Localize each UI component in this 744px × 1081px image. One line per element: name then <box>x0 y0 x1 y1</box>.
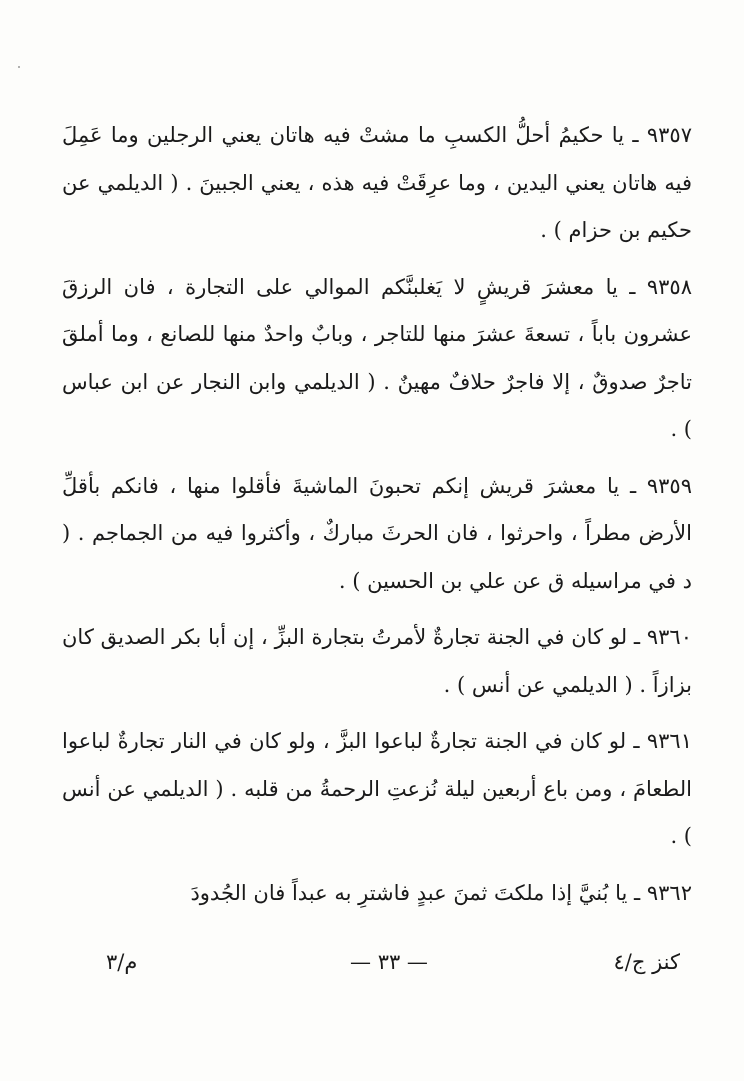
hadith-9360: ٩٣٦٠ ـ لو كان في الجنة تجارةٌ لأمرتُ بتجارة البزِّ ، إن أبا بكر الصديق كان بزازاً . ( الديلمي عن أنس ) . <box>62 625 692 697</box>
hadith-9361: ٩٣٦١ ـ لو كان في الجنة تجارةٌ لباعوا البزَّ ، ولو كان في النار تجارةٌ لباعوا الطعامَ ، ومن باع أربعين ليلة نُزعتِ الرحمةُ من قلبه . ( الديلمي عن أنس ) . <box>62 729 692 848</box>
page-number: — ٣٣ — <box>350 950 428 974</box>
volume-mark: كنز ج/٤ <box>613 950 680 974</box>
sheet-mark: م/٣ <box>106 950 138 974</box>
body-text <box>62 112 692 917</box>
hadith-9362: ٩٣٦٢ ـ يا بُنيَّ إذا ملكتَ ثمنَ عبدٍ فاشترِ به عبداً فان الجُدودَ <box>190 880 692 905</box>
hadith-9358: ٩٣٥٨ ـ يا معشرَ قريشٍ لا يَغلبنَّكم الموالي على التجارة ، فان الرزقَ عشرون باباً ، تسعةَ عشرَ منها للتاجر ، وبابٌ واحدٌ منها للصانع ، وما أملقَ تاجرٌ صدوقٌ ، إلا فاجرٌ حلافٌ مهينٌ . ( الديلمي وابن النجار عن ابن عباس ) . <box>62 274 692 441</box>
paper-speck <box>18 66 20 68</box>
page-footer <box>70 950 680 990</box>
hadith-9357: ٩٣٥٧ ـ يا حكيمُ أحلُّ الكسبِ ما مشتْ فيه هاتان يعني الرجلين وما عَمِلَ فيه هاتان يعني اليدين ، وما عرِقَتْ فيه هذه ، يعني الجبينَ . ( الديلمي عن حكيم بن حزام ) . <box>62 123 692 242</box>
hadith-9359: ٩٣٥٩ ـ يا معشرَ قريش إنكم تحبونَ الماشيةَ فأقلوا منها ، فانكم بأقلِّ الأرض مطراً ، واحرثوا ، فان الحرثَ مباركٌ ، وأكثروا فيه من الجماجم . ( د في مراسيله ق عن علي بن الحسين ) . <box>62 473 692 593</box>
